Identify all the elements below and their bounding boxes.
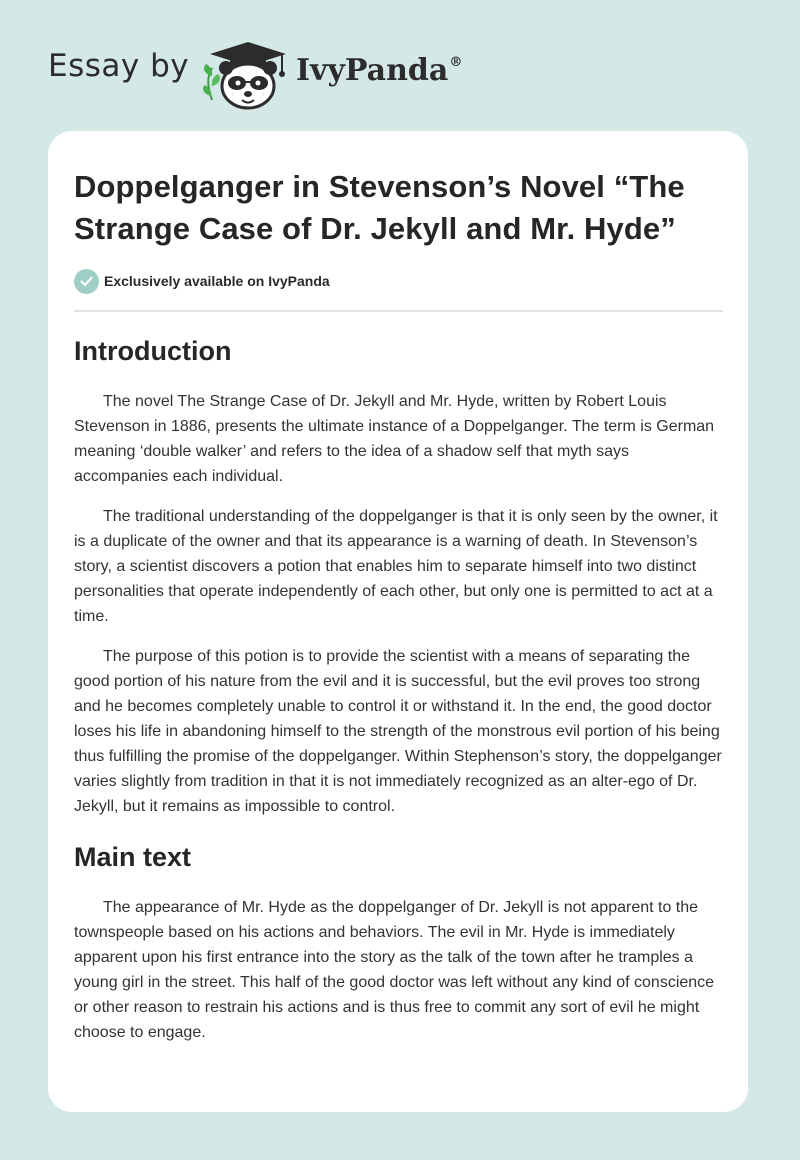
panda-graduate-icon[interactable] (200, 38, 292, 110)
leaf-icon (203, 64, 220, 100)
section-body-introduction (74, 389, 722, 819)
essay-card (48, 131, 748, 1112)
exclusive-badge-label: Exclusively available on IvyPanda (104, 273, 330, 289)
essay-title: Doppelganger in Stevenson’s Novel “The Strange Case of Dr. Jekyll and Mr. Hyde” (74, 169, 685, 246)
check-circle-icon (74, 269, 99, 294)
section-body-main-text (74, 895, 722, 1045)
section-heading: Main text (74, 842, 192, 872)
brand-name-text: IvyPanda (296, 53, 449, 88)
essay-by-label: Essay by (48, 48, 190, 84)
title-divider (74, 310, 723, 312)
brand-name[interactable] (296, 53, 462, 88)
paragraph: The purpose of this potion is to provide the scientist with a means of separating the good portion of his nature from the evil and it is successful, but the evil proves too strong and he becomes completely unable to control it or withstand it. In the end, the good doctor loses his life in abandoning himself to the strength of the monstrous evil portion of his being thus fulfilling the promise of the doppelganger. Within Stephenson’s story, the doppelganger varies slightly from tradition in that it is not immediately recognized as an alter-ego of Dr. Jekyll, but it remains as impossible to control. (74, 648, 722, 815)
exclusive-badge (74, 268, 722, 294)
paragraph: The traditional understanding of the doppelganger is that it is only seen by the owner, it is a duplicate of the owner and that its appearance is a warning of death. In Stevenson’s story, a scientist discovers a potion that enables him to separate himself into two distinct personalities that operate independently of each other, but only one is permitted to act at a time. (74, 508, 718, 625)
paragraph: The novel The Strange Case of Dr. Jekyll and Mr. Hyde, written by Robert Louis Stevenson in 1886, presents the ultimate instance of a Doppelganger. The term is German meaning ‘double walker’ and refers to the idea of a shadow self that myth says accompanies each individual. (74, 393, 715, 485)
paragraph: The appearance of Mr. Hyde as the doppelganger of Dr. Jekyll is not apparent to the townspeople based on his actions and behaviors. The evil in Mr. Hyde is immediately apparent upon his first entrance into the story as the talk of the town after he tramples a young girl in the street. This half of the good doctor was left without any kind of conscience or other reason to restrain his actions and is thus free to commit any sort of evil he might choose to engage. (74, 899, 715, 1041)
site-header (0, 0, 800, 120)
section-heading: Introduction (74, 336, 232, 366)
registered-mark: ® (449, 55, 463, 70)
